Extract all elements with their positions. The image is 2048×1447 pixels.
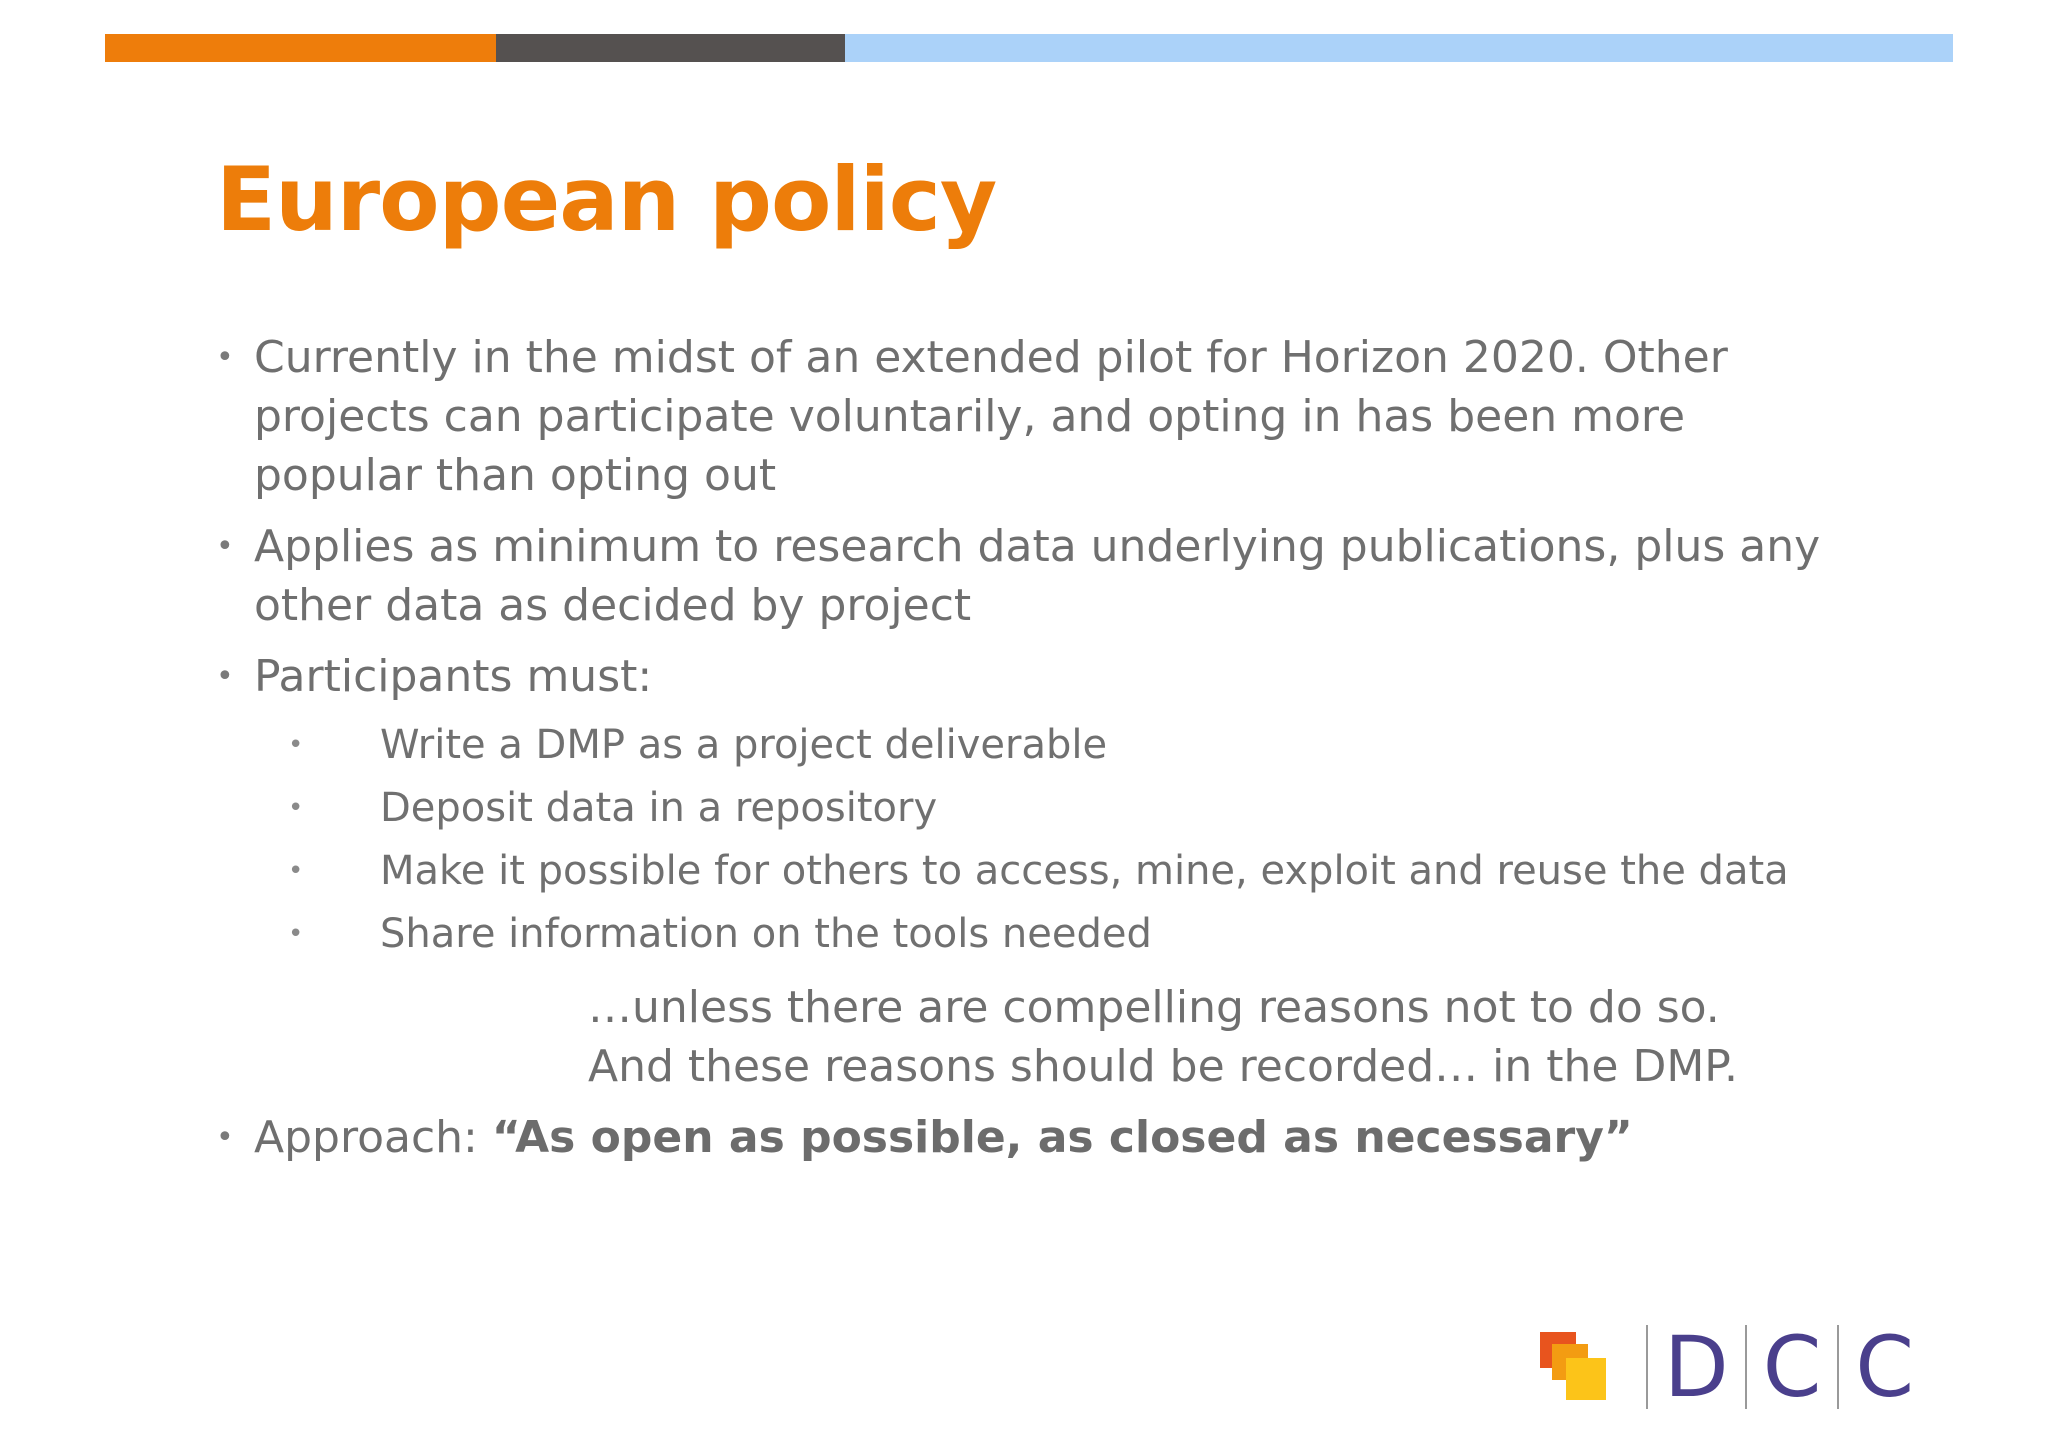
bullet-item-approach: [216, 1108, 1856, 1167]
bullet-dot-icon: •: [216, 340, 234, 375]
caveat-line-1: …unless there are compelling reasons not to do so.: [588, 982, 1720, 1033]
sub-bullet-list: [254, 714, 1856, 966]
logo-separator: [1646, 1325, 1648, 1409]
logo-letter-c: C: [1762, 1318, 1822, 1416]
bullet-dot-icon: •: [216, 1120, 234, 1155]
sub-bullet-item: [288, 903, 1856, 966]
accent-bar-dark: [496, 34, 845, 62]
bullet-text: Participants must:: [254, 651, 653, 702]
dcc-logo-letters: [1630, 1318, 1914, 1416]
logo-letter-c: C: [1855, 1318, 1914, 1416]
sub-bullet-item: [288, 840, 1856, 903]
bullet-text: Applies as minimum to research data underlying publications, plus any other data as decided by project: [254, 521, 1821, 631]
accent-bar-light-blue: [845, 34, 1953, 62]
sub-bullet-item: [288, 714, 1856, 777]
sub-bullet-text: Deposit data in a repository: [380, 785, 938, 831]
sub-bullet-dot-icon: •: [288, 856, 304, 886]
sub-bullet-dot-icon: •: [288, 730, 304, 760]
sub-bullet-text: Make it possible for others to access, mine, exploit and reuse the data: [380, 848, 1789, 894]
bullet-item: [216, 328, 1856, 505]
sub-bullet-text: Share information on the tools needed: [380, 911, 1152, 957]
approach-label: Approach:: [254, 1112, 492, 1163]
bullet-item: [216, 647, 1856, 966]
caveat-line-2: And these reasons should be recorded… in the DMP.: [588, 1041, 1738, 1092]
caveat-note: [216, 978, 1856, 1096]
logo-letter-d: D: [1664, 1318, 1729, 1416]
dcc-logo: [1540, 1318, 1940, 1416]
bullet-dot-icon: •: [216, 529, 234, 564]
sub-bullet-text: Write a DMP as a project deliverable: [380, 722, 1108, 768]
approach-quote: “As open as possible, as closed as necessary”: [491, 1112, 1633, 1163]
logo-separator: [1837, 1325, 1839, 1409]
logo-separator: [1745, 1325, 1747, 1409]
sub-bullet-dot-icon: •: [288, 793, 304, 823]
top-accent-bar: [105, 34, 1953, 62]
sub-bullet-dot-icon: •: [288, 919, 304, 949]
bullet-dot-icon: •: [216, 659, 234, 694]
dcc-logo-squares-icon: [1540, 1332, 1610, 1404]
bullet-item: [216, 517, 1856, 635]
accent-bar-orange: [105, 34, 496, 62]
sub-bullet-item: [288, 777, 1856, 840]
bullet-list: [216, 328, 1856, 1179]
slide-title: European policy: [216, 148, 997, 251]
bullet-text: Currently in the midst of an extended pilot for Horizon 2020. Other projects can participate voluntarily, and opting in has been more popular than opting out: [254, 332, 1728, 501]
